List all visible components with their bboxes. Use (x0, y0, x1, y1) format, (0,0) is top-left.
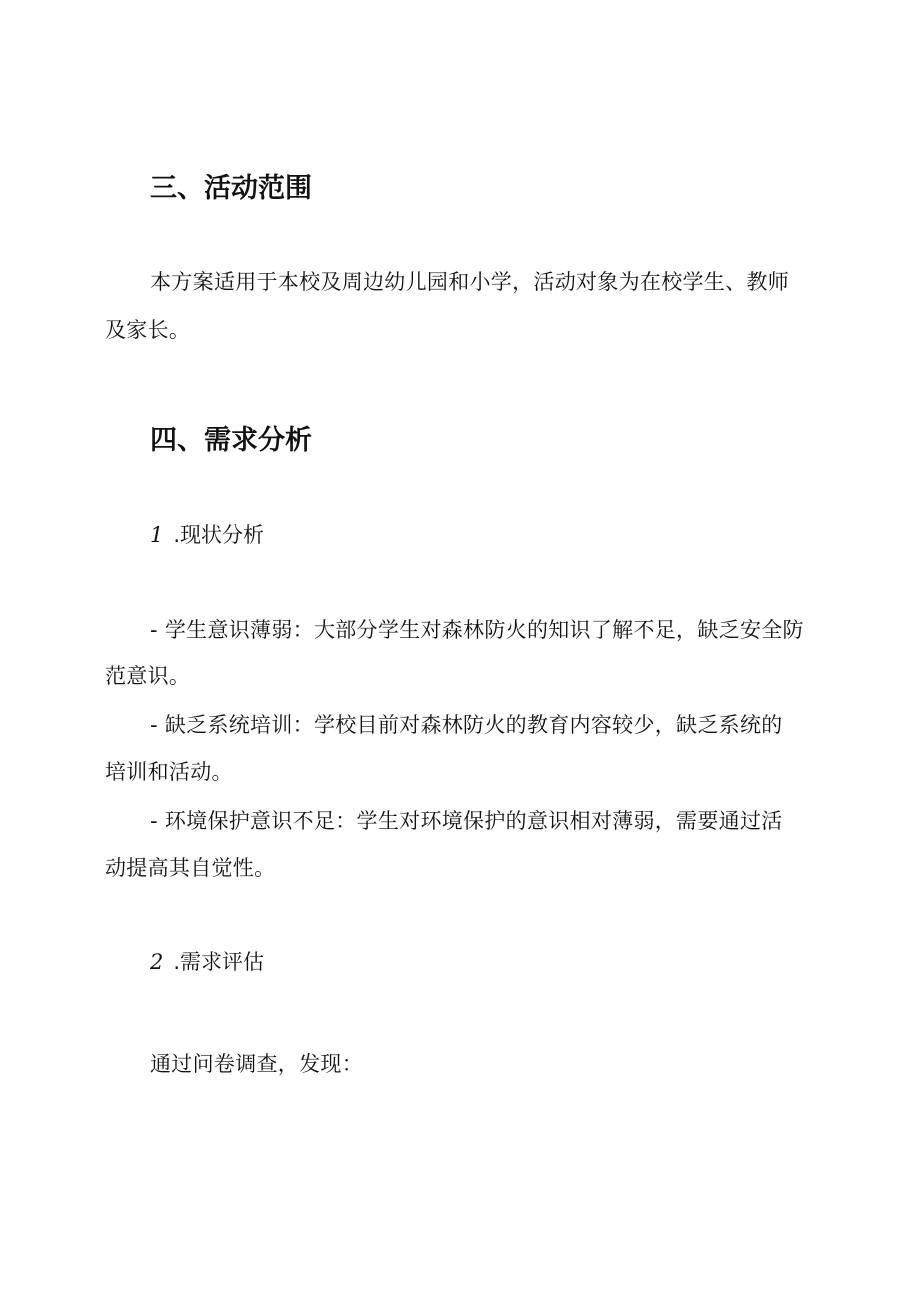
section-3-paragraph-line-1: 本方案适用于本校及周边幼儿园和小学，活动对象为在校学生、教师 (150, 270, 789, 294)
item-2-line-1: - 缺乏系统培训：学校目前对森林防火的教育内容较少，缺乏系统的 (150, 713, 783, 737)
subsection-2-heading (150, 946, 264, 976)
subsection-2-label: .需求评估 (173, 950, 265, 974)
item-1-line-1: - 学生意识薄弱：大部分学生对森林防火的知识了解不足，缺乏安全防 (150, 618, 804, 642)
item-3-line-2: 动提高其自觉性。 (105, 856, 276, 880)
item-2-line-2: 培训和活动。 (105, 760, 233, 784)
section-4-title: 四、需求分析 (150, 425, 312, 456)
item-3-line-1: - 环境保护意识不足：学生对环境保护的意识相对薄弱，需要通过活 (150, 809, 783, 833)
item-1-line-2: 范意识。 (105, 664, 191, 688)
survey-line: 通过问卷调查，发现： (150, 1052, 363, 1076)
section-3-title: 三、活动范围 (150, 173, 312, 204)
subsection-2-number: 2 (150, 950, 164, 974)
section-3-paragraph-line-2: 及家长。 (105, 318, 191, 342)
subsection-1-label: .现状分析 (173, 523, 265, 547)
subsection-1-number: 1 (150, 523, 164, 547)
subsection-1-heading (150, 519, 264, 549)
